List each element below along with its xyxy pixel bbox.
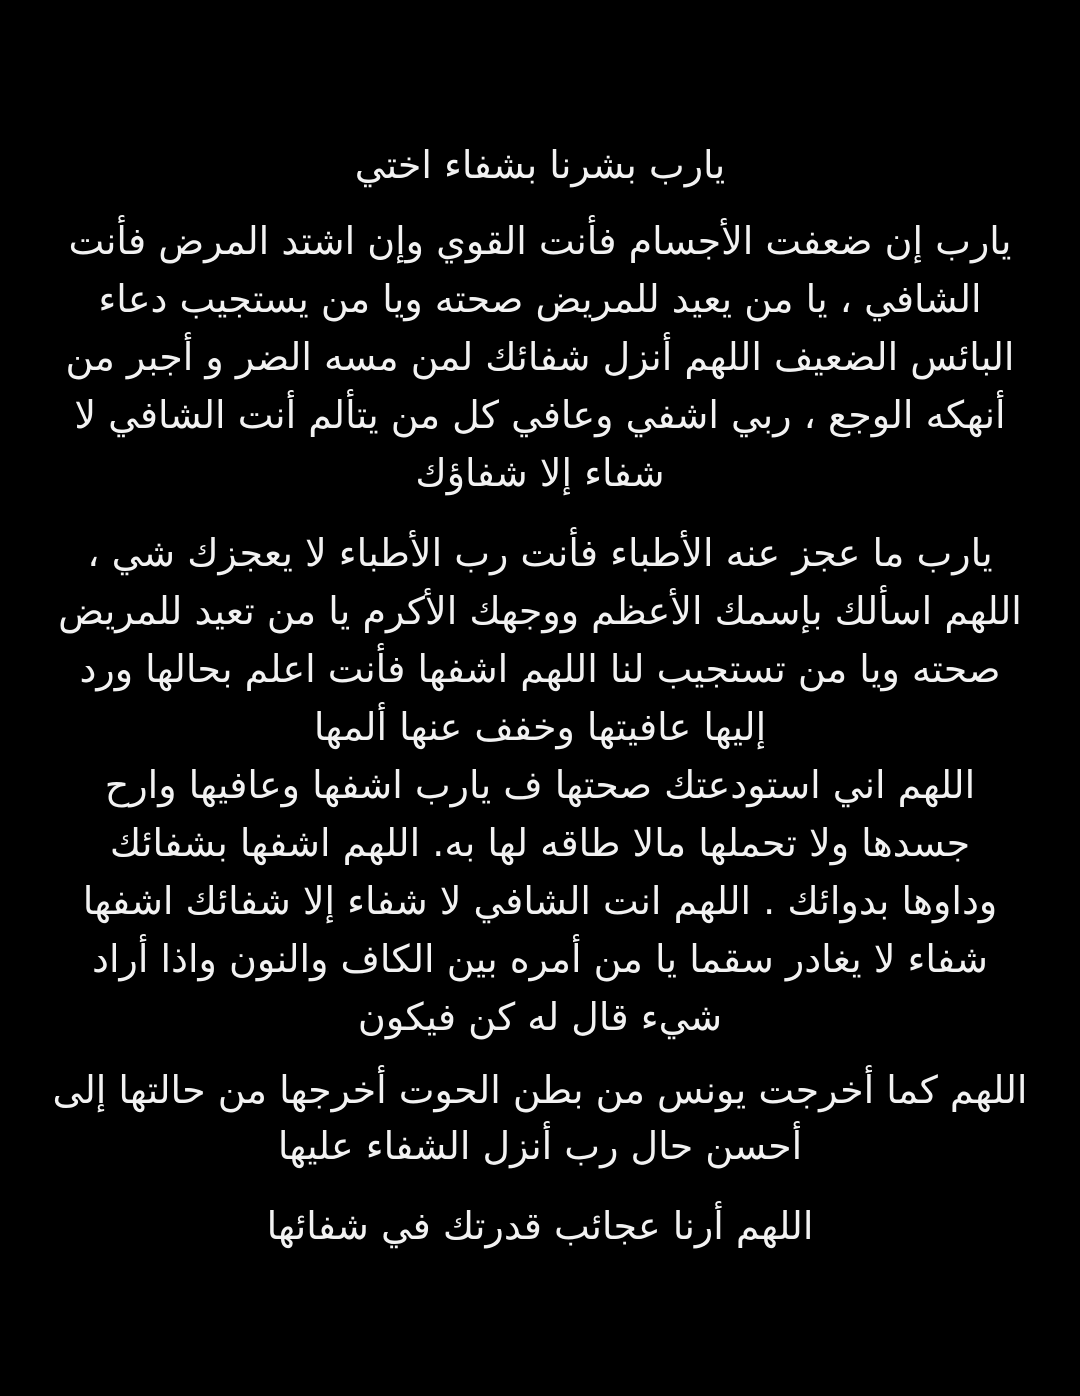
paragraph-3-line-1: اللهم اني استودعتك صحتها ف يارب اشفها وعافيها وارح — [104, 763, 976, 807]
paragraph-1-line-1: يارب إن ضعفت الأجسام فأنت القوي وإن اشتد المرض فأنت — [68, 219, 1012, 263]
paragraph-1 — [0, 212, 1080, 502]
paragraph-3-line-5: شيء قال له كن فيكون — [357, 995, 723, 1039]
paragraph-2-line-3: صحته ويا من تستجيب لنا اللهم اشفها فأنت اعلم بحالها ورد — [79, 647, 1001, 691]
paragraph-2-line-2: اللهم اسألك بإسمك الأعظم ووجهك الأكرم يا من تعيد للمريض — [58, 589, 1022, 633]
paragraph-5-line-1: اللهم أرنا عجائب قدرتك في شفائها — [266, 1204, 814, 1248]
paragraph-2-line-4: إليها عافيتها وخفف عنها ألمها — [313, 705, 767, 749]
paragraph-1-line-5: شفاء إلا شفاؤك — [415, 451, 665, 495]
paragraph-2 — [0, 524, 1080, 756]
paragraph-5 — [0, 1198, 1080, 1254]
paragraph-3-line-3: وداوها بدوائك . اللهم انت الشافي لا شفاء إلا شفائك اشفها — [82, 879, 998, 923]
paragraph-1-line-2: الشافي ، يا من يعيد للمريض صحته ويا من يستجيب دعاء — [98, 277, 982, 321]
paragraph-3-line-2: جسدها ولا تحملها مالا طاقه لها به. اللهم اشفها بشفائك — [109, 821, 971, 865]
paragraph-4-line-2: أحسن حال رب أنزل الشفاء عليها — [277, 1124, 803, 1168]
paragraph-1-line-4: أنهكه الوجع ، ربي اشفي وعافي كل من يتألم أنت الشافي لا — [74, 393, 1006, 437]
paragraph-4 — [0, 1062, 1080, 1174]
prayer-title — [0, 137, 1080, 193]
paragraph-2-line-1: يارب ما عجز عنه الأطباء فأنت رب الأطباء لا يعجزك شي ، — [87, 531, 993, 575]
paragraph-3 — [0, 756, 1080, 1046]
paragraph-1-line-3: البائس الضعيف اللهم أنزل شفائك لمن مسه الضر و أجبر من — [65, 335, 1015, 379]
title-line: يارب بشرنا بشفاء اختي — [354, 143, 726, 187]
paragraph-4-line-1: اللهم كما أخرجت يونس من بطن الحوت أخرجها من حالتها إلى — [52, 1068, 1028, 1112]
paragraph-3-line-4: شفاء لا يغادر سقما يا من أمره بين الكاف والنون واذا أراد — [92, 937, 988, 981]
